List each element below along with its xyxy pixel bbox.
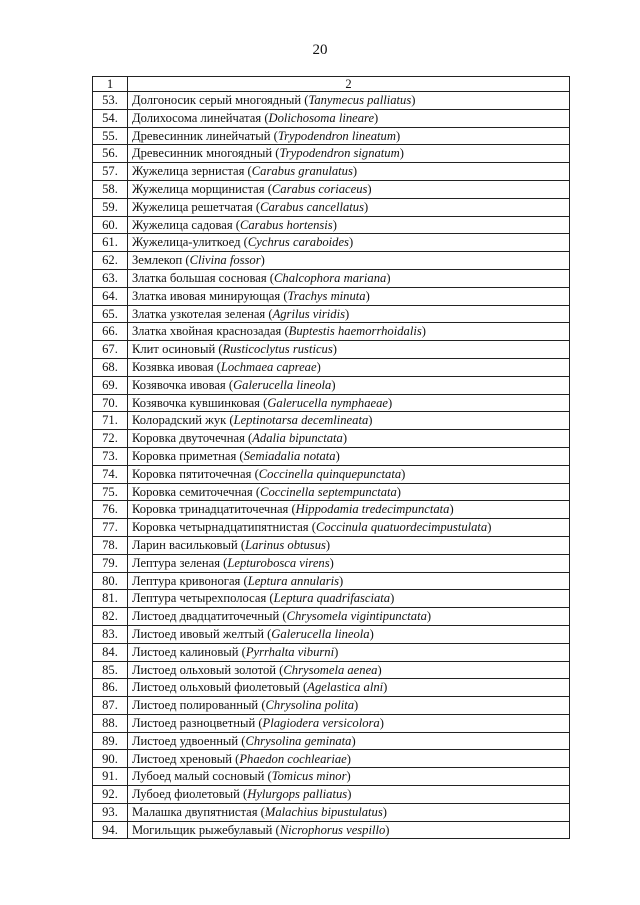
species-name-cell: Листоед ивовый желтый (Galerucella lineola) [128,625,570,643]
latin-name: Galerucella nymphaeae [267,395,388,410]
table-row [93,732,570,750]
russian-name: Листоед хреновый [132,751,233,766]
row-number: 84. [93,643,128,661]
table-row [93,572,570,590]
latin-name: Larinus obtusus [245,538,326,553]
table-row [93,252,570,270]
russian-name: Коровка приметная [132,449,237,464]
row-number: 94. [93,821,128,839]
latin-name: Leptura annularis [247,573,340,588]
table-row [93,287,570,305]
table-row [93,821,570,839]
russian-name: Листоед удвоенный [132,733,239,748]
species-name-cell: Землекоп (Clivina fossor) [128,252,570,270]
table-row [93,430,570,448]
row-number: 70. [93,394,128,412]
russian-name: Жужелица садовая [132,217,233,232]
row-number: 91. [93,768,128,786]
latin-name: Chrysolina geminata [245,733,352,748]
russian-name: Златка ивовая минирующая [132,288,281,303]
row-number: 71. [93,412,128,430]
russian-name: Козявочка ивовая [132,377,226,392]
russian-name: Жужелица зернистая [132,164,245,179]
row-number: 61. [93,234,128,252]
latin-name: Carabus hortensis [239,217,333,232]
latin-name: Trypodendron lineatum [277,128,396,143]
russian-name: Листоед разноцветный [132,715,256,730]
species-name-cell: Златка хвойная краснозадая (Buptestis haemorrhoidalis) [128,323,570,341]
row-number: 58. [93,180,128,198]
latin-name: Galerucella lineola [233,377,332,392]
row-number: 69. [93,376,128,394]
russian-name: Лубоед малый сосновый [132,769,265,784]
species-name-cell: Златка ивовая минирующая (Trachys minuta) [128,287,570,305]
species-name-cell: Лептура четырехполосая (Leptura quadrifasciata) [128,590,570,608]
latin-name: Galerucella lineola [271,627,370,641]
russian-name: Лубоед фиолетовый [132,787,240,802]
row-number: 64. [93,287,128,305]
russian-name: Листоед двадцатиточечный [132,609,280,624]
row-number: 82. [93,608,128,626]
table-row [93,661,570,679]
russian-name: Клит осиновый [132,342,216,357]
species-name-cell: Клит осиновый (Rusticoclytus rusticus) [128,341,570,359]
russian-name: Жужелица-улиткоед [132,235,241,250]
row-number: 92. [93,786,128,804]
latin-name: Plagiodera versicolora [262,715,380,730]
table-row [93,269,570,287]
table-row [93,750,570,768]
row-number: 68. [93,358,128,376]
species-name-cell: Долихосома линейчатая (Dolichosoma lineare) [128,109,570,127]
species-name-cell: Листоед ольховый золотой (Chrysomela aenea) [128,661,570,679]
latin-name: Rusticoclytus rusticus [222,342,333,357]
russian-name: Листоед ивовый желтый [132,627,264,641]
species-name-cell: Козявка ивовая (Lochmaea capreae) [128,358,570,376]
latin-name: Adalia bipunctata [252,431,343,446]
species-name-cell: Златка большая сосновая (Chalcophora mariana) [128,269,570,287]
table-row [93,127,570,145]
table-row [93,92,570,110]
row-number: 59. [93,198,128,216]
species-name-cell: Златка узкотелая зеленая (Agrilus viridis) [128,305,570,323]
latin-name: Agelastica alni [307,680,384,695]
species-name-cell: Долгоносик серый многоядный (Tanymecus palliatus) [128,92,570,110]
russian-name: Жужелица решетчатая [132,199,253,214]
table-row [93,465,570,483]
latin-name: Malachius bipustulatus [264,804,383,819]
row-number: 66. [93,323,128,341]
latin-name: Leptinotarsa decemlineata [233,413,369,428]
table-row [93,180,570,198]
table-row [93,519,570,537]
russian-name: Долгоносик серый многоядный [132,93,302,108]
russian-name: Малашка двупятнистая [132,804,258,819]
latin-name: Agrilus viridis [272,306,345,321]
latin-name: Lepturobosca virens [227,555,330,570]
species-name-cell: Козявочка кувшинковая (Galerucella nymphaeae) [128,394,570,412]
table-row [93,216,570,234]
latin-name: Hippodamia tredecimpunctata [295,502,450,517]
species-name-cell: Листоед двадцатиточечный (Chrysomela vigintipunctata) [128,608,570,626]
table-row [93,447,570,465]
russian-name: Жужелица морщинистая [132,182,265,197]
russian-name: Коровка семиточечная [132,484,253,499]
row-number: 56. [93,145,128,163]
russian-name: Долихосома линейчатая [132,110,262,125]
latin-name: Chalcophora mariana [274,271,387,286]
row-number: 78. [93,536,128,554]
species-name-cell: Лептура кривоногая (Leptura annularis) [128,572,570,590]
row-number: 65. [93,305,128,323]
latin-name: Carabus cancellatus [260,199,364,214]
row-number: 53. [93,92,128,110]
species-name-cell: Листоед хреновый (Phaedon cochleariae) [128,750,570,768]
russian-name: Листоед полированный [132,698,259,713]
row-number: 83. [93,625,128,643]
species-table [92,76,570,839]
russian-name: Листоед калиновый [132,644,239,659]
russian-name: Древесинник многоядный [132,146,273,161]
latin-name: Buptestis haemorrhoidalis [288,324,422,339]
table-row [93,145,570,163]
row-number: 54. [93,109,128,127]
latin-name: Clivina fossor [189,253,261,268]
row-number: 75. [93,483,128,501]
species-name-cell: Коровка двуточечная (Adalia bipunctata) [128,430,570,448]
latin-name: Leptura quadrifasciata [273,591,391,606]
species-name-cell: Козявочка ивовая (Galerucella lineola) [128,376,570,394]
russian-name: Златка узкотелая зеленая [132,306,266,321]
table-row [93,554,570,572]
species-name-cell: Листоед ольховый фиолетовый (Agelastica alni) [128,679,570,697]
latin-name: Lochmaea capreae [220,360,317,375]
latin-name: Chrysomela vigintipunctata [286,609,427,624]
russian-name: Лептура кривоногая [132,573,241,588]
latin-name: Nicrophorus vespillo [279,822,386,837]
table-header-row [93,77,570,92]
table-row [93,714,570,732]
russian-name: Листоед ольховый фиолетовый [132,680,300,695]
row-number: 55. [93,127,128,145]
table-row [93,305,570,323]
table-row [93,376,570,394]
table-row [93,536,570,554]
row-number: 81. [93,590,128,608]
latin-name: Chrysolina polita [265,698,355,713]
table-row [93,483,570,501]
species-name-cell: Листоед полированный (Chrysolina polita) [128,697,570,715]
table-row [93,625,570,643]
row-number: 87. [93,697,128,715]
table-row [93,358,570,376]
species-name-cell: Жужелица зернистая (Carabus granulatus) [128,163,570,181]
russian-name: Коровка пятиточечная [132,466,252,481]
table-row [93,697,570,715]
species-name-cell: Коровка четырнадцатипятнистая (Coccinula quatuordecimpustulata) [128,519,570,537]
russian-name: Лептура четырехполосая [132,591,267,606]
row-number: 67. [93,341,128,359]
russian-name: Златка большая сосновая [132,271,267,286]
russian-name: Ларин васильковый [132,538,238,553]
species-name-cell: Могильщик рыжебулавый (Nicrophorus vespillo) [128,821,570,839]
latin-name: Phaedon cochleariae [239,751,347,766]
column-header-number: 1 [93,77,128,92]
latin-name: Coccinella septempunctata [260,484,397,499]
row-number: 90. [93,750,128,768]
table-row [93,643,570,661]
table-row [93,198,570,216]
table-row [93,412,570,430]
latin-name: Semiadalia notata [243,449,336,464]
species-name-cell: Лубоед фиолетовый (Hylurgops palliatus) [128,786,570,804]
species-name-cell: Листоед разноцветный (Plagiodera versicolora) [128,714,570,732]
table-row [93,590,570,608]
page-number: 20 [312,42,328,58]
latin-name: Carabus coriaceus [271,182,368,197]
russian-name: Древесинник линейчатый [132,128,271,143]
russian-name: Колорадский жук [132,413,227,428]
row-number: 85. [93,661,128,679]
latin-name: Tanymecus palliatus [308,93,412,108]
russian-name: Козявка ивовая [132,360,214,375]
row-number: 88. [93,714,128,732]
table-row [93,608,570,626]
table-row [93,323,570,341]
row-number: 77. [93,519,128,537]
row-number: 80. [93,572,128,590]
row-number: 73. [93,447,128,465]
row-number: 57. [93,163,128,181]
russian-name: Коровка тринадцатиточечная [132,502,289,517]
species-table-body [93,77,570,839]
species-name-cell: Жужелица морщинистая (Carabus coriaceus) [128,180,570,198]
table-row [93,234,570,252]
species-name-cell: Коровка тринадцатиточечная (Hippodamia tredecimpunctata) [128,501,570,519]
table-row [93,768,570,786]
table-row [93,394,570,412]
russian-name: Листоед ольховый золотой [132,662,277,677]
species-name-cell: Коровка пятиточечная (Coccinella quinquepunctata) [128,465,570,483]
species-name-cell: Листоед калиновый (Pyrrhalta viburni) [128,643,570,661]
table-row [93,341,570,359]
russian-name: Златка хвойная краснозадая [132,324,282,339]
latin-name: Pyrrhalta viburni [245,644,335,659]
species-name-cell: Древесинник многоядный (Trypodendron signatum) [128,145,570,163]
russian-name: Коровка двуточечная [132,431,245,446]
species-name-cell: Лептура зеленая (Lepturobosca virens) [128,554,570,572]
russian-name: Землекоп [132,253,183,268]
species-name-cell: Колорадский жук (Leptinotarsa decemlineata) [128,412,570,430]
russian-name: Козявочка кувшинковая [132,395,260,410]
row-number: 74. [93,465,128,483]
latin-name: Cychrus caraboides [247,235,349,250]
table-row [93,786,570,804]
row-number: 76. [93,501,128,519]
russian-name: Могильщик рыжебулавый [132,822,273,837]
latin-name: Trachys minuta [287,288,366,303]
species-name-cell: Коровка приметная (Semiadalia notata) [128,447,570,465]
latin-name: Tomicus minor [271,769,347,784]
species-name-cell: Листоед удвоенный (Chrysolina geminata) [128,732,570,750]
row-number: 62. [93,252,128,270]
species-name-cell: Лубоед малый сосновый (Tomicus minor) [128,768,570,786]
row-number: 93. [93,803,128,821]
latin-name: Trypodendron signatum [279,146,400,161]
row-number: 86. [93,679,128,697]
table-row [93,803,570,821]
table-row [93,679,570,697]
row-number: 79. [93,554,128,572]
table-row [93,163,570,181]
row-number: 72. [93,430,128,448]
species-name-cell: Жужелица решетчатая (Carabus cancellatus) [128,198,570,216]
row-number: 60. [93,216,128,234]
species-name-cell: Жужелица-улиткоед (Cychrus caraboides) [128,234,570,252]
latin-name: Coccinella quinquepunctata [258,466,402,481]
species-name-cell: Ларин васильковый (Larinus obtusus) [128,536,570,554]
latin-name: Carabus granulatus [251,164,353,179]
table-row [93,501,570,519]
column-header-name: 2 [128,77,570,92]
latin-name: Chrysomela aenea [283,662,378,677]
species-name-cell: Малашка двупятнистая (Malachius bipustulatus) [128,803,570,821]
russian-name: Коровка четырнадцатипятнистая [132,520,309,535]
species-name-cell: Коровка семиточечная (Coccinella septempunctata) [128,483,570,501]
latin-name: Hylurgops palliatus [247,787,348,802]
russian-name: Лептура зеленая [132,555,221,570]
row-number: 63. [93,269,128,287]
species-name-cell: Древесинник линейчатый (Trypodendron lineatum) [128,127,570,145]
latin-name: Coccinula quatuordecimpustulata [315,520,488,535]
table-row [93,109,570,127]
species-name-cell: Жужелица садовая (Carabus hortensis) [128,216,570,234]
latin-name: Dolichosoma lineare [268,110,375,125]
row-number: 89. [93,732,128,750]
